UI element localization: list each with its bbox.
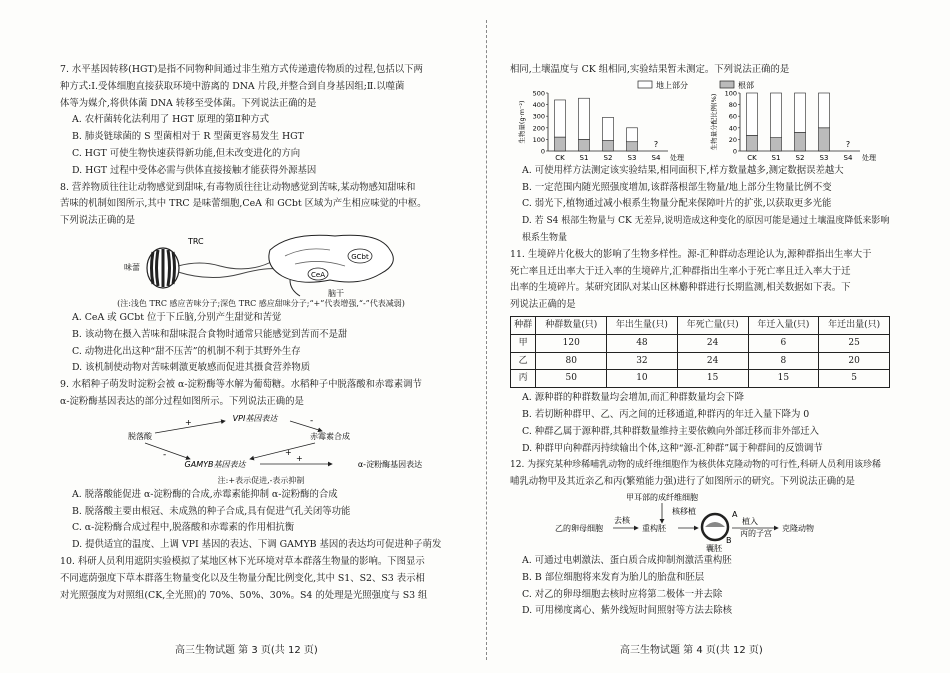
table-header-cell: 种群数量(只) xyxy=(536,316,607,334)
q8-stem-line: 下列说法正确的是 xyxy=(60,215,136,227)
cea-label: CeA xyxy=(311,270,325,279)
q8-figure-note: (注:浅色 TRC 感应苦味分子;深色 TRC 感应甜味分子;“+”代表增强,“-”代表减弱) xyxy=(117,298,405,308)
bar-above xyxy=(579,98,590,139)
q7-option-d: D. HGT 过程中受体必需与供体直接接触才能获得外源基因 xyxy=(72,164,317,176)
q12-option-c: C. 对乙的卵母细胞去核时应将第二极体一并去除 xyxy=(522,588,723,600)
x-tick-label: S3 xyxy=(627,153,637,162)
bar-above xyxy=(795,93,806,132)
right-column xyxy=(510,62,895,620)
q10-option-c: C. 弱光下,植物通过减小根系生物量分配来保障叶片的扩张,以获取更多光能 xyxy=(522,198,832,210)
q10-stem-line: 10. 科研人员利用遮阴实验模拟了某地区林下光环境对草本群落生物量的影响。下图显示 xyxy=(60,555,425,567)
clone-label: 克隆动物 xyxy=(782,523,814,533)
brainstem-label: 脑干 xyxy=(328,288,344,298)
bar-above xyxy=(555,100,566,137)
q10-stem-line: 不同遮荫强度下草本群落生物量变化以及生物量分配比例变化,其中 S1、S2、S3 表示相 xyxy=(60,572,425,584)
legend-swatch-above xyxy=(638,81,652,88)
table-header-row xyxy=(511,316,890,334)
q11-option-c: C. 种群乙属于源种群,其种群数量维持主要依赖向外部迁移而非外部迁入 xyxy=(522,425,820,437)
page-footer-left: 高三生物试题 第 3 页(共 12 页) xyxy=(175,645,318,656)
blastocyst-label: 囊胚 xyxy=(706,543,722,553)
question-11 xyxy=(510,247,895,458)
bar-root xyxy=(747,135,758,151)
amylase-node: α-淀粉酶基因表达 xyxy=(357,459,423,469)
q9-option-d: D. 提供适宜的温度、上调 VPI 基因的表达、下调 GAMYB 基因的表达均可促进种子萌发 xyxy=(72,539,442,551)
bar-above xyxy=(747,93,758,135)
table-cell: 24 xyxy=(677,352,748,370)
x-tick-label: S3 xyxy=(819,153,829,162)
q11-option-a: A. 源种群的种群数量均会增加,而汇种群数量均会下降 xyxy=(522,392,744,404)
taste-bud-label: 味蕾 xyxy=(124,262,140,272)
biomass-charts-figure xyxy=(510,79,895,163)
bar-root xyxy=(795,132,806,151)
population-table xyxy=(510,316,890,388)
q7-stem-line: 体等为媒介,将供体菌 DNA 转移至受体菌。下列说法正确的是 xyxy=(60,97,317,109)
minus-sign: - xyxy=(310,415,314,426)
q8-option-b: B. 该动物在摄入苦味和甜味混合食物时通常只能感觉到苦而不是甜 xyxy=(72,328,348,340)
q11-stem-line: 出率的生境碎片。某研究团队对某山区林麝种群进行长期监测,相关数据如下表。下 xyxy=(510,282,851,294)
q9-stem-line: α-淀粉酶基因表达的部分过程如图所示。下列说法正确的是 xyxy=(60,395,304,407)
q9-option-a: A. 脱落酸能促进 α-淀粉酶的合成,赤霉素能抑制 α-淀粉酶的合成 xyxy=(72,488,338,500)
question-12 xyxy=(510,457,895,620)
x-axis-title: 处理 xyxy=(670,153,684,162)
vpi-node: VPI基因表达 xyxy=(232,413,278,423)
q10-option-a: A. 可使用样方法测定该实验结果,相同面积下,样方数量越多,测定数据误差越大 xyxy=(522,164,844,176)
table-header-cell: 年出生量(只) xyxy=(607,316,678,334)
legend-swatch-below xyxy=(720,81,734,88)
q8-option-a: A. CeA 或 GCbt 位于下丘脑,分别产生甜觉和苦觉 xyxy=(72,311,282,323)
bar-root xyxy=(603,140,614,150)
page-footer-right: 高三生物试题 第 4 页(共 12 页) xyxy=(620,645,763,656)
label-b: B xyxy=(726,535,732,545)
q7-option-b: B. 肺炎链球菌的 S 型菌相对于 R 型菌更容易发生 HGT xyxy=(72,131,304,143)
hormone-diagram xyxy=(60,411,460,475)
q8-stem-line: 8. 营养物质往往让动物感觉到甜味,有毒物质往往让动物感觉到苦味,某动物感知甜味和 xyxy=(60,181,416,193)
table-cell: 120 xyxy=(536,334,607,352)
x-tick-label: CK xyxy=(555,153,565,162)
q9-option-c: C. α-淀粉酶合成过程中,脱落酸和赤霉素的作用相抗衡 xyxy=(72,522,295,534)
q8-stem-line: 苦味的机制如图所示,其中 TRC 是味蕾细胞,CeA 和 GCbt 区域为产生相应味觉的中枢。 xyxy=(60,198,427,210)
table-cell: 甲 xyxy=(511,334,536,352)
q10-option-b: B. 一定范围内随光照强度增加,该群落根部生物量/地上部分生物量比例不变 xyxy=(522,181,832,193)
implant-label: 植入 xyxy=(742,516,758,526)
table-cell: 6 xyxy=(748,334,819,352)
bar-root xyxy=(555,137,566,151)
question-8 xyxy=(60,180,462,378)
table-header-cell: 种群 xyxy=(511,316,536,334)
bar-root xyxy=(771,137,782,150)
y-tick-label: 100 xyxy=(724,89,737,98)
y-tick-label: 500 xyxy=(532,89,545,98)
q9-figure-note: 注:+表示促进,-表示抑制 xyxy=(217,475,305,485)
table-cell: 5 xyxy=(819,370,890,388)
enucleate-label: 去核 xyxy=(614,515,630,525)
question-10-start xyxy=(60,554,462,604)
y-axis-title: 生物量(g·m⁻²) xyxy=(518,100,526,144)
table-cell: 25 xyxy=(819,334,890,352)
ga-node: 赤霉素合成 xyxy=(310,431,350,441)
hormone-regulation-figure xyxy=(60,411,462,475)
taste-diagram xyxy=(60,230,460,298)
table-cell: 15 xyxy=(677,370,748,388)
q12-stem-line: 哺乳动物甲及其近亲乙和丙(繁殖能力强)进行了如图所示的研究。下列说法正确的是 xyxy=(510,476,855,488)
y-tick-label: 60 xyxy=(728,112,737,121)
q7-stem-line: 7. 水平基因转移(HGT)是指不同物种间通过非生殖方式传递遗传物质的过程,包括以下两 xyxy=(60,64,423,75)
y-tick-label: 300 xyxy=(532,112,545,121)
q8-option-d: D. 该机制使动物对苦味刺激更敏感而促进其摄食营养物质 xyxy=(72,362,311,374)
table-cell: 24 xyxy=(677,334,748,352)
q7-option-c: C. HGT 可使生物快速获得新功能,但未改变进化的方向 xyxy=(72,147,301,159)
cloning-figure xyxy=(510,491,895,553)
bar-above xyxy=(603,117,614,140)
bar-above xyxy=(819,93,830,128)
y-tick-label: 40 xyxy=(728,124,737,133)
trc-label: TRC xyxy=(188,236,204,246)
y-tick-label: 20 xyxy=(728,135,737,144)
q11-stem-line: 11. 生境碎片化极大的影响了生物多样性。源-汇种群动态理论认为,源种群指出生率大于 xyxy=(510,248,872,260)
table-row xyxy=(511,352,890,370)
plus-sign: + xyxy=(185,417,192,427)
table-cell: 丙 xyxy=(511,370,536,388)
y-tick-label: 0 xyxy=(540,147,545,156)
bar-above xyxy=(627,128,638,142)
column-divider xyxy=(486,20,487,660)
missing-data-mark: ? xyxy=(845,139,851,149)
question-7 xyxy=(60,62,462,180)
table-cell: 80 xyxy=(536,352,607,370)
q9-option-b: B. 脱落酸主要由根冠、未成熟的种子合成,具有促进气孔关闭等功能 xyxy=(72,505,351,517)
table-cell: 32 xyxy=(607,352,678,370)
table-cell: 50 xyxy=(536,370,607,388)
bar-above xyxy=(771,93,782,138)
biomass-charts xyxy=(510,79,895,163)
q7-stem-line: 种方式:Ⅰ.受体细胞直接获取环境中游离的 DNA 片段,并整合到自身基因组;Ⅱ.以噬菌 xyxy=(60,80,405,92)
bar-root xyxy=(579,139,590,151)
y-tick-label: 200 xyxy=(532,124,545,133)
gcbt-label: GCbt xyxy=(351,252,369,261)
egg-label: 乙的卵母细胞 xyxy=(555,523,603,533)
q11-option-b: B. 若切断种群甲、乙、丙之间的迁移通道,种群丙的年迁入量下降为 0 xyxy=(522,408,810,420)
q7-option-a: A. 农杆菌转化法利用了 HGT 原理的第Ⅱ种方式 xyxy=(72,114,269,126)
gamyb-node: GAMYB基因表达 xyxy=(184,459,246,469)
y-tick-label: 400 xyxy=(532,100,545,109)
legend-label-below: 根部 xyxy=(738,80,754,90)
fibroblast-label: 甲耳部的成纤维细胞 xyxy=(626,492,698,502)
plus-sign: + xyxy=(296,453,303,463)
table-header-cell: 年死亡量(只) xyxy=(677,316,748,334)
table-header-cell: 年迁出量(只) xyxy=(819,316,890,334)
table-header-cell: 年迁入量(只) xyxy=(748,316,819,334)
bar-root xyxy=(627,142,638,151)
uterus-label: 丙的子宫 xyxy=(740,528,772,538)
table-row xyxy=(511,370,890,388)
label-a: A xyxy=(732,509,738,519)
x-tick-label: S1 xyxy=(579,153,589,162)
q9-stem-line: 9. 水稻种子萌发时淀粉会被 α-淀粉酶等水解为葡萄糖。水稻种子中脱落酸和赤霉素调节 xyxy=(60,379,422,391)
x-tick-label: CK xyxy=(747,153,757,162)
x-tick-label: S4 xyxy=(651,153,661,162)
q12-stem-line: 12. 为探究某种珍稀哺乳动物的成纤维细胞作为核供体克隆动物的可行性,科研人员利用该珍稀 xyxy=(510,460,882,471)
table-cell: 10 xyxy=(607,370,678,388)
y-tick-label: 0 xyxy=(732,147,737,156)
x-tick-label: S2 xyxy=(795,153,805,162)
q12-option-d: D. 可用梯度离心、紫外线短时间照射等方法去除核 xyxy=(522,605,733,617)
y-tick-label: 80 xyxy=(728,100,737,109)
chart-legend xyxy=(638,80,754,90)
x-tick-label: S1 xyxy=(771,153,781,162)
table-cell: 20 xyxy=(819,352,890,370)
q10-stem-continued: 相同,土壤温度与 CK 组相同,实验结果暂未测定。下列说法正确的是 xyxy=(510,64,790,75)
left-column xyxy=(60,62,462,604)
nucleus-transfer-label: 核移植 xyxy=(672,506,696,516)
bar-root xyxy=(819,128,830,151)
table-cell: 48 xyxy=(607,334,678,352)
table-cell: 乙 xyxy=(511,352,536,370)
minus-sign: - xyxy=(163,449,167,460)
table-cell: 15 xyxy=(748,370,819,388)
question-9 xyxy=(60,377,462,554)
q10-stem-line: 对光照强度为对照组(CK,全光照)的 70%、50%、30%。S4 的处理是光照强度与 S3 组 xyxy=(60,589,428,601)
legend-label-above: 地上部分 xyxy=(656,80,688,90)
y-axis-title: 生物量分配比例(%) xyxy=(710,93,718,151)
q10-option-d: D. 若 S4 根部生物量与 CK 无差异,说明造成这种变化的原因可能是通过土壤温度降低来影响根系生物量 xyxy=(522,216,890,243)
q11-option-d: D. 种群甲向种群丙持续输出个体,这种“源-汇种群”属于种群间的反馈调节 xyxy=(522,442,823,454)
x-tick-label: S4 xyxy=(843,153,853,162)
table-row xyxy=(511,334,890,352)
q11-stem-line: 列说法正确的是 xyxy=(510,299,576,311)
cloning-diagram xyxy=(510,491,895,553)
x-axis-title: 处理 xyxy=(862,153,876,162)
x-tick-label: S2 xyxy=(603,153,613,162)
y-tick-label: 100 xyxy=(532,135,545,144)
taste-mechanism-figure xyxy=(60,230,462,298)
q11-stem-line: 死亡率且迁出率大于迁入率的生境碎片,汇种群指出生率小于死亡率且迁入率大于迁 xyxy=(510,265,851,277)
plus-sign: + xyxy=(285,447,292,457)
table-cell: 8 xyxy=(748,352,819,370)
q8-option-c: C. 动物进化出这种“甜不压苦”的机制不利于其野外生存 xyxy=(72,345,301,357)
aba-node: 脱落酸 xyxy=(128,431,152,441)
q12-option-b: B. B 部位细胞将来发育为胎儿的胎盘和胚层 xyxy=(522,571,705,583)
embryo-label: 重构胚 xyxy=(642,523,666,533)
q12-option-a: A. 可通过电刺激法、蛋白质合成抑制剂激活重构胚 xyxy=(522,554,732,566)
missing-data-mark: ? xyxy=(653,139,659,149)
